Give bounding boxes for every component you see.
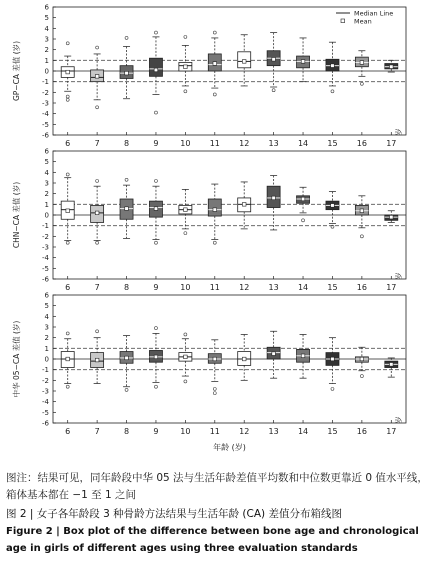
outlier-point (272, 89, 275, 92)
y-tick-label: -3 (42, 99, 49, 108)
mean-marker (331, 357, 335, 361)
outlier-point (360, 82, 363, 85)
box-12 (238, 182, 251, 229)
mean-marker (184, 208, 188, 212)
iqr-box (208, 199, 221, 216)
figure-note: 图注：结果可见，同年龄段中华 05 法与生活年龄差值平均数和中位数更靠近 0 值水平线，箱体基本都在 −1 至 1 之间 (6, 472, 428, 501)
y-tick-label: 3 (44, 323, 49, 332)
outlier-point (125, 36, 128, 39)
y-tick-label: 0 (44, 67, 49, 76)
figure-caption-cn: 图 2 | 女子各年龄段 3 种骨龄方法结果与生活年龄 (CA) 差值分布箱线图 (6, 508, 342, 520)
x-tick-label: 11 (209, 427, 220, 436)
box-16 (355, 51, 368, 86)
y-tick-label: 0 (44, 355, 49, 364)
mean-marker (125, 71, 129, 75)
box-7 (91, 46, 104, 109)
y-axis-label: GP−CA 差值 (岁) (12, 40, 21, 102)
mean-marker (242, 60, 246, 64)
outlier-point (125, 388, 128, 391)
y-tick-label: 2 (44, 190, 49, 199)
mean-marker (301, 197, 305, 201)
box-10 (179, 35, 192, 92)
box-10 (179, 333, 192, 383)
mean-marker (95, 211, 99, 215)
x-tick-label: 11 (209, 139, 220, 148)
panel-3 (11, 292, 406, 453)
box-11 (208, 31, 221, 96)
x-tick-label: 13 (268, 139, 279, 148)
outlier-point (96, 106, 99, 109)
mean-marker (389, 215, 393, 219)
outlier-point (154, 31, 157, 34)
iqr-box (149, 58, 162, 76)
x-axis-label: 年龄 (岁) (213, 443, 246, 452)
y-axis-label: 中华 05−CA 差值 (岁) (12, 320, 21, 398)
x-tick-label: 10 (180, 139, 191, 148)
y-tick-label: 1 (44, 200, 49, 209)
x-tick-label: 9 (153, 139, 159, 148)
mean-marker (154, 355, 158, 359)
outlier-point (66, 95, 69, 98)
legend-label-mean: Mean (354, 17, 372, 26)
x-tick-label: 15 (327, 283, 338, 292)
figure-captions (6, 470, 430, 557)
corner-unit-label: 岁 (395, 128, 403, 136)
mean-marker (331, 204, 335, 208)
y-axis-label: CHN−CA 差值 (岁) (12, 181, 21, 249)
mean-marker (213, 62, 217, 66)
mean-marker (95, 358, 99, 362)
x-tick-label: 9 (153, 283, 159, 292)
y-tick-label: -6 (42, 419, 49, 428)
x-tick-label: 10 (180, 427, 191, 436)
mean-marker (301, 60, 305, 64)
mean-marker (389, 65, 393, 69)
x-tick-label: 7 (94, 139, 100, 148)
x-tick-label: 16 (356, 283, 367, 292)
x-tick-label: 16 (356, 139, 367, 148)
corner-unit-label: 岁 (395, 416, 403, 424)
y-tick-label: 6 (44, 147, 49, 156)
y-tick-label: 1 (44, 56, 49, 65)
outlier-point (96, 179, 99, 182)
x-tick-label: 9 (153, 427, 159, 436)
y-tick-label: 6 (44, 291, 49, 300)
mean-marker (360, 209, 364, 213)
outlier-point (66, 173, 69, 176)
outlier-point (66, 385, 69, 388)
x-tick-label: 14 (297, 427, 309, 436)
x-tick-label: 14 (297, 139, 309, 148)
box-8 (120, 178, 133, 238)
y-tick-label: 4 (44, 168, 49, 177)
box-14 (297, 334, 310, 378)
y-tick-label: -5 (42, 264, 49, 273)
outlier-point (96, 330, 99, 333)
x-tick-label: 15 (327, 139, 338, 148)
box-13 (267, 33, 280, 92)
outlier-point (213, 392, 216, 395)
outlier-point (213, 387, 216, 390)
figure-caption-en: Figure 2 | Box plot of the difference between bone age and chronological age in girls of different ages using three evaluation standards (6, 526, 419, 554)
y-tick-label: 3 (44, 35, 49, 44)
box-14 (297, 38, 310, 82)
mean-marker (184, 65, 188, 69)
outlier-point (184, 90, 187, 93)
box-9 (149, 31, 162, 114)
outlier-point (360, 235, 363, 238)
x-tick-label: 14 (297, 283, 309, 292)
x-tick-label: 17 (386, 139, 397, 148)
box-12 (238, 35, 251, 86)
outlier-point (154, 327, 157, 330)
mean-marker (213, 208, 217, 212)
mean-marker (272, 57, 276, 61)
mean-marker (360, 357, 364, 361)
box-9 (149, 327, 162, 389)
y-tick-label: 4 (44, 24, 49, 33)
y-tick-label: -5 (42, 408, 49, 417)
outlier-point (66, 241, 69, 244)
mean-marker (213, 357, 217, 361)
y-tick-label: 2 (44, 46, 49, 55)
outlier-point (154, 179, 157, 182)
box-15 (326, 192, 339, 229)
outlier-point (184, 333, 187, 336)
box-15 (326, 338, 339, 391)
mean-marker (154, 68, 158, 72)
outlier-point (184, 380, 187, 383)
y-tick-label: 0 (44, 211, 49, 220)
box-15 (326, 42, 339, 93)
outlier-point (331, 90, 334, 93)
legend-label-median: Median Line (354, 9, 394, 18)
panel-1 (11, 4, 406, 149)
y-tick-label: -3 (42, 243, 49, 252)
y-tick-label: -4 (42, 110, 49, 119)
outlier-point (154, 385, 157, 388)
y-tick-label: -6 (42, 275, 49, 284)
y-tick-label: 6 (44, 3, 49, 12)
outlier-point (96, 46, 99, 49)
box-10 (179, 189, 192, 234)
mean-marker (95, 75, 99, 79)
outlier-point (154, 111, 157, 114)
y-tick-label: -2 (42, 376, 49, 385)
box-9 (149, 179, 162, 244)
outlier-point (302, 219, 305, 222)
mean-marker (66, 357, 70, 361)
mean-marker (66, 209, 70, 213)
mean-marker (125, 356, 129, 360)
outlier-point (184, 35, 187, 38)
box-7 (91, 179, 104, 244)
mean-marker (184, 355, 188, 359)
outlier-point (184, 232, 187, 235)
x-tick-label: 17 (386, 427, 397, 436)
box-17 (385, 211, 398, 223)
box-7 (91, 330, 104, 384)
mean-marker (301, 354, 305, 358)
x-tick-label: 12 (239, 139, 250, 148)
y-tick-label: 5 (44, 302, 49, 311)
outlier-point (213, 93, 216, 96)
x-tick-label: 11 (209, 283, 220, 292)
mean-marker (66, 70, 70, 74)
y-tick-label: 1 (44, 344, 49, 353)
x-tick-label: 12 (239, 283, 250, 292)
box-11 (208, 184, 221, 244)
y-tick-label: 4 (44, 312, 49, 321)
x-tick-label: 13 (268, 427, 279, 436)
outlier-point (66, 42, 69, 45)
outlier-point (213, 241, 216, 244)
legend-mean-swatch (341, 19, 345, 23)
box-6 (61, 332, 74, 388)
mean-marker (272, 196, 276, 200)
box-17 (385, 358, 398, 377)
x-tick-label: 6 (65, 139, 71, 148)
box-8 (120, 36, 133, 98)
y-tick-label: -4 (42, 254, 49, 263)
mean-marker (389, 363, 393, 367)
outlier-point (213, 31, 216, 34)
box-17 (385, 60, 398, 72)
y-tick-label: -2 (42, 88, 49, 97)
box-6 (61, 173, 74, 244)
outlier-point (331, 387, 334, 390)
y-tick-label: 3 (44, 179, 49, 188)
y-tick-label: -3 (42, 387, 49, 396)
box-13 (267, 331, 280, 378)
x-tick-label: 16 (356, 427, 367, 436)
x-tick-label: 12 (239, 427, 250, 436)
x-tick-label: 8 (123, 283, 130, 292)
y-tick-label: 5 (44, 14, 49, 23)
mean-marker (125, 207, 129, 211)
outlier-point (66, 98, 69, 101)
box-16 (355, 347, 368, 377)
box-8 (120, 336, 133, 392)
y-tick-label: -6 (42, 131, 49, 140)
y-tick-label: -1 (42, 78, 49, 87)
y-tick-label: 2 (44, 334, 49, 343)
x-tick-label: 7 (94, 427, 100, 436)
mean-marker (360, 61, 364, 65)
legend (336, 9, 393, 25)
x-tick-label: 10 (180, 283, 191, 292)
panel-2 (11, 148, 406, 293)
y-tick-label: -1 (42, 366, 49, 375)
x-tick-label: 7 (94, 283, 100, 292)
outlier-point (360, 375, 363, 378)
y-tick-label: -5 (42, 120, 49, 129)
x-tick-label: 8 (123, 427, 130, 436)
y-tick-label: -1 (42, 222, 49, 231)
mean-marker (272, 352, 276, 356)
box-12 (238, 334, 251, 380)
box-6 (61, 42, 74, 102)
mean-marker (154, 207, 158, 211)
x-tick-label: 15 (327, 427, 338, 436)
outlier-point (125, 178, 128, 181)
box-16 (355, 196, 368, 238)
mean-marker (242, 203, 246, 207)
outlier-point (96, 241, 99, 244)
corner-unit-label: 岁 (395, 272, 403, 280)
x-tick-label: 8 (123, 139, 130, 148)
mean-marker (242, 357, 246, 361)
x-tick-label: 17 (386, 283, 397, 292)
x-tick-label: 6 (65, 283, 71, 292)
y-tick-label: -2 (42, 232, 49, 241)
mean-marker (331, 64, 335, 68)
outlier-point (66, 332, 69, 335)
x-tick-label: 6 (65, 427, 71, 436)
outlier-point (154, 241, 157, 244)
y-tick-label: 5 (44, 158, 49, 167)
box-13 (267, 176, 280, 230)
y-tick-label: -4 (42, 398, 49, 407)
x-tick-label: 13 (268, 283, 279, 292)
